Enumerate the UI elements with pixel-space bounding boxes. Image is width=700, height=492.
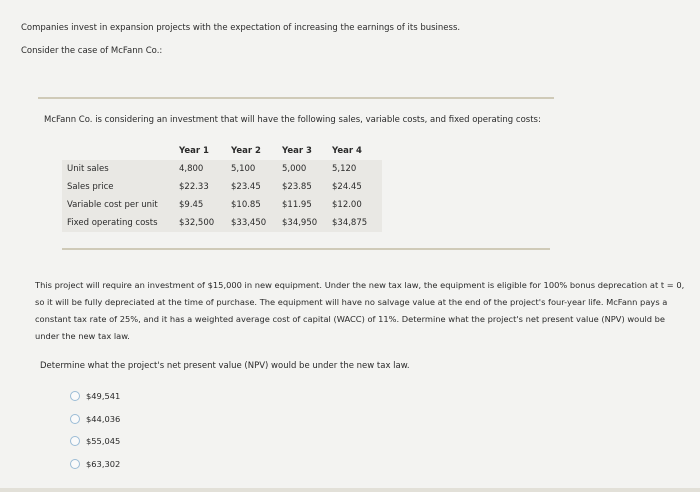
table-cell: 5,100 <box>231 164 256 174</box>
table-cell: $34,875 <box>332 218 368 228</box>
table-row <box>62 160 382 178</box>
table-cell: $34,950 <box>282 218 318 228</box>
radio-button[interactable] <box>70 459 80 469</box>
table-header-cell <box>62 142 179 160</box>
question-text: Determine what the project's net present value (NPV) would be under the new tax law. <box>40 361 410 371</box>
problem-text: This project will require an investment of $15,000 in new equipment. Under the new tax law, the equipment is eligible for 100% bonus deprecation at t = 0, so it will be fully depreciated at the time of purchase. The equipment will have no salvage value at the end of the project's four-year life. McFann pays a constant tax rate of 25%, and it has a weighted average cost of capital (WACC) of 11%. Determine what the project's net present value (NPV) would be under the new tax law. <box>35 280 685 341</box>
cost-table <box>62 142 382 232</box>
table-cell: $9.45 <box>179 200 204 210</box>
table-header-row <box>62 142 382 160</box>
table-row <box>62 196 382 214</box>
table-row <box>62 214 382 232</box>
intro-line-2: Consider the case of McFann Co.: <box>21 46 163 56</box>
scenario-text: McFann Co. is considering an investment that will have the following sales, variable costs, and fixed operating costs: <box>44 115 541 125</box>
table-cell: Variable cost per unit <box>67 200 158 210</box>
table-cell: $23.45 <box>231 182 261 192</box>
table-header-cell: Year 1 <box>179 146 209 156</box>
answer-option-label[interactable]: $63,302 <box>86 459 121 469</box>
table-cell: $32,500 <box>179 218 215 228</box>
answer-option-label[interactable]: $49,541 <box>86 391 121 401</box>
table-cell: $24.45 <box>332 182 362 192</box>
table-cell: $22.33 <box>179 182 209 192</box>
table-cell: Fixed operating costs <box>67 218 158 228</box>
table-cell: Sales price <box>67 182 114 192</box>
table-cell: 5,000 <box>282 164 307 174</box>
table-header-cell: Year 4 <box>332 146 362 156</box>
divider-top <box>38 97 554 99</box>
intro-line-1: Companies invest in expansion projects with the expectation of increasing the earnings of its business. <box>21 23 461 33</box>
answer-option[interactable] <box>70 457 120 471</box>
radio-button[interactable] <box>70 391 80 401</box>
radio-button[interactable] <box>70 414 80 424</box>
table-header-cell: Year 3 <box>282 146 312 156</box>
answer-option[interactable] <box>70 434 120 448</box>
answer-option[interactable] <box>70 389 120 403</box>
answer-option-label[interactable]: $44,036 <box>86 414 121 424</box>
answer-option-label[interactable]: $55,045 <box>86 436 121 446</box>
table-cell: 4,800 <box>179 164 204 174</box>
table-header-cell: Year 2 <box>231 146 261 156</box>
table-cell: $23.85 <box>282 182 312 192</box>
page-bottom-edge <box>0 488 700 492</box>
table-cell: $12.00 <box>332 200 362 210</box>
radio-button[interactable] <box>70 436 80 446</box>
table-cell: $33,450 <box>231 218 267 228</box>
table-cell: Unit sales <box>67 164 109 174</box>
table-cell: 5,120 <box>332 164 357 174</box>
table-cell: $11.95 <box>282 200 312 210</box>
answer-option[interactable] <box>70 412 120 426</box>
table-cell: $10.85 <box>231 200 261 210</box>
table-row <box>62 178 382 196</box>
divider-bottom <box>62 248 550 250</box>
